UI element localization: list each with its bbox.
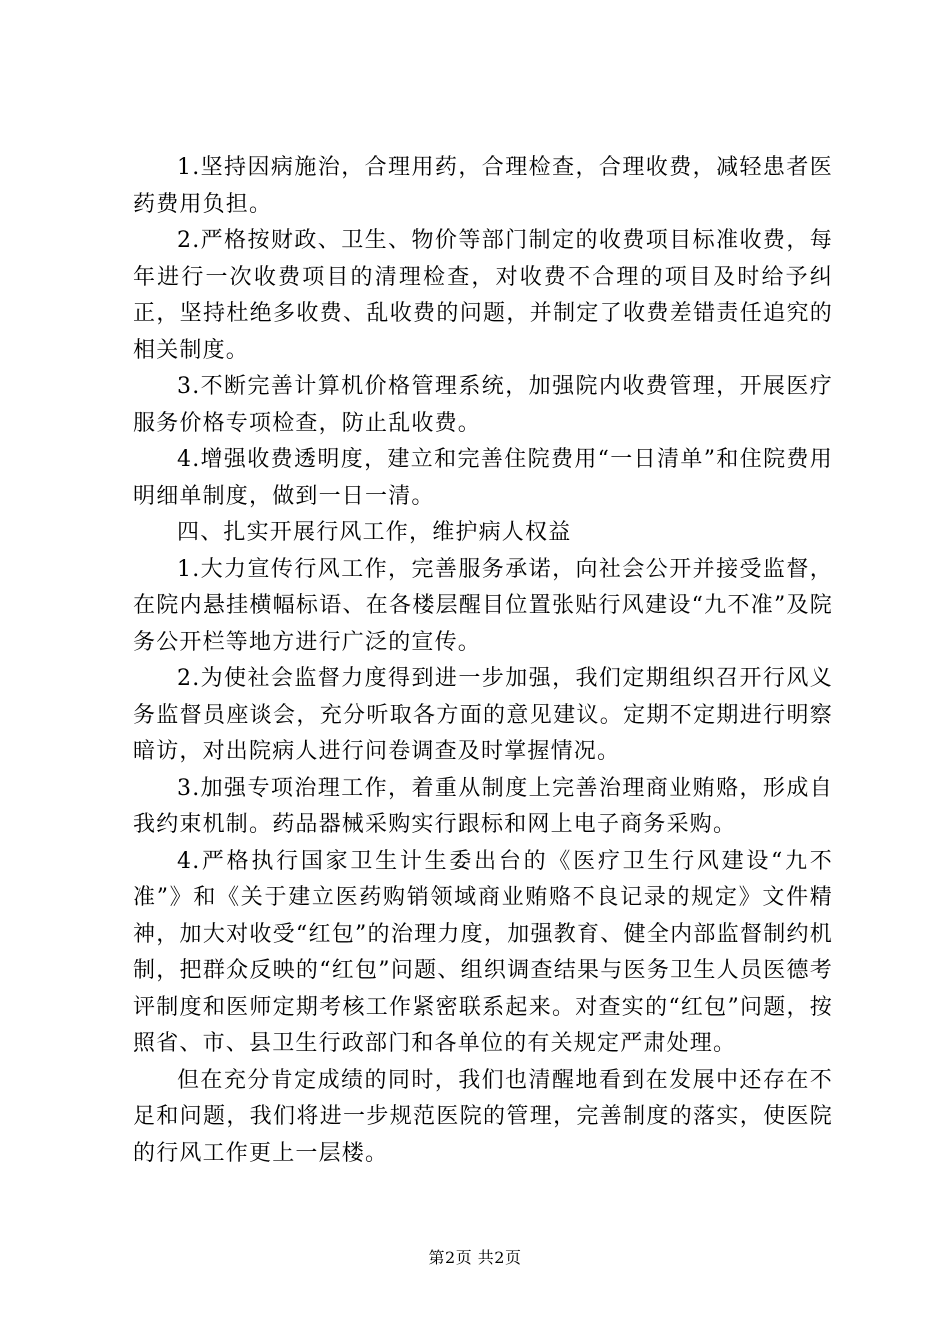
paragraph-conduct-1: 1.大力宣传行风工作，完善服务承诺，向社会公开并接受监督，在院内悬挂横幅标语、在各楼层醒目位置张贴行风建设“九不准”及院务公开栏等地方进行广泛的宣传。 (133, 556, 833, 655)
paragraph-fee-1: 1.坚持因病施治，合理用药，合理检查，合理收费，减轻患者医药费用负担。 (133, 155, 833, 217)
section-heading: 四、扎实开展行风工作，维护病人权益 (177, 520, 572, 545)
paragraph-fee-2: 2.严格按财政、卫生、物价等部门制定的收费项目标准收费，每年进行一次收费项目的清理检查，对收费不合理的项目及时给予纠正，坚持杜绝多收费、乱收费的问题，并制定了收费差错责任追究的相关制度。 (133, 228, 833, 363)
paragraph-conduct-2: 2.为使社会监督力度得到进一步加强，我们定期组织召开行风义务监督员座谈会，充分听取各方面的意见建议。定期不定期进行明察暗访，对出院病人进行问卷调查及时掌握情况。 (133, 666, 833, 764)
paragraph-conduct-3: 3.加强专项治理工作，着重从制度上完善治理商业贿赂，形成自我约束机制。药品器械采购实行跟标和网上电子商务采购。 (133, 775, 833, 837)
paragraph-fee-4: 4.增强收费透明度，建立和完善住院费用“一日清单”和住院费用明细单制度，做到一日一清。 (133, 447, 833, 509)
paragraph-conduct-4: 4.严格执行国家卫生计生委出台的《医疗卫生行风建设“九不准”》和《关于建立医药购销领域商业贿赂不良记录的规定》文件精神，加大对收受“红包”的治理力度，加强教育、健全内部监督制约机制，把群众反映的“红包”问题、组织调查结果与医务卫生人员医德考评制度和医师定期考核工作紧密联系起来。对查实的“红包”问题，按照省、市、县卫生行政部门和各单位的有关规定严肃处理。 (133, 848, 833, 1056)
paragraph-fee-3: 3.不断完善计算机价格管理系统，加强院内收费管理，开展医疗服务价格专项检查，防止乱收费。 (133, 374, 833, 436)
document-body (133, 150, 833, 1172)
paragraph-conclusion: 但在充分肯定成绩的同时，我们也清醒地看到在发展中还存在不足和问题，我们将进一步规范医院的管理，完善制度的落实，使医院的行风工作更上一层楼。 (133, 1067, 833, 1166)
page-number-footer: 第2页 共2页 (428, 1248, 522, 1267)
